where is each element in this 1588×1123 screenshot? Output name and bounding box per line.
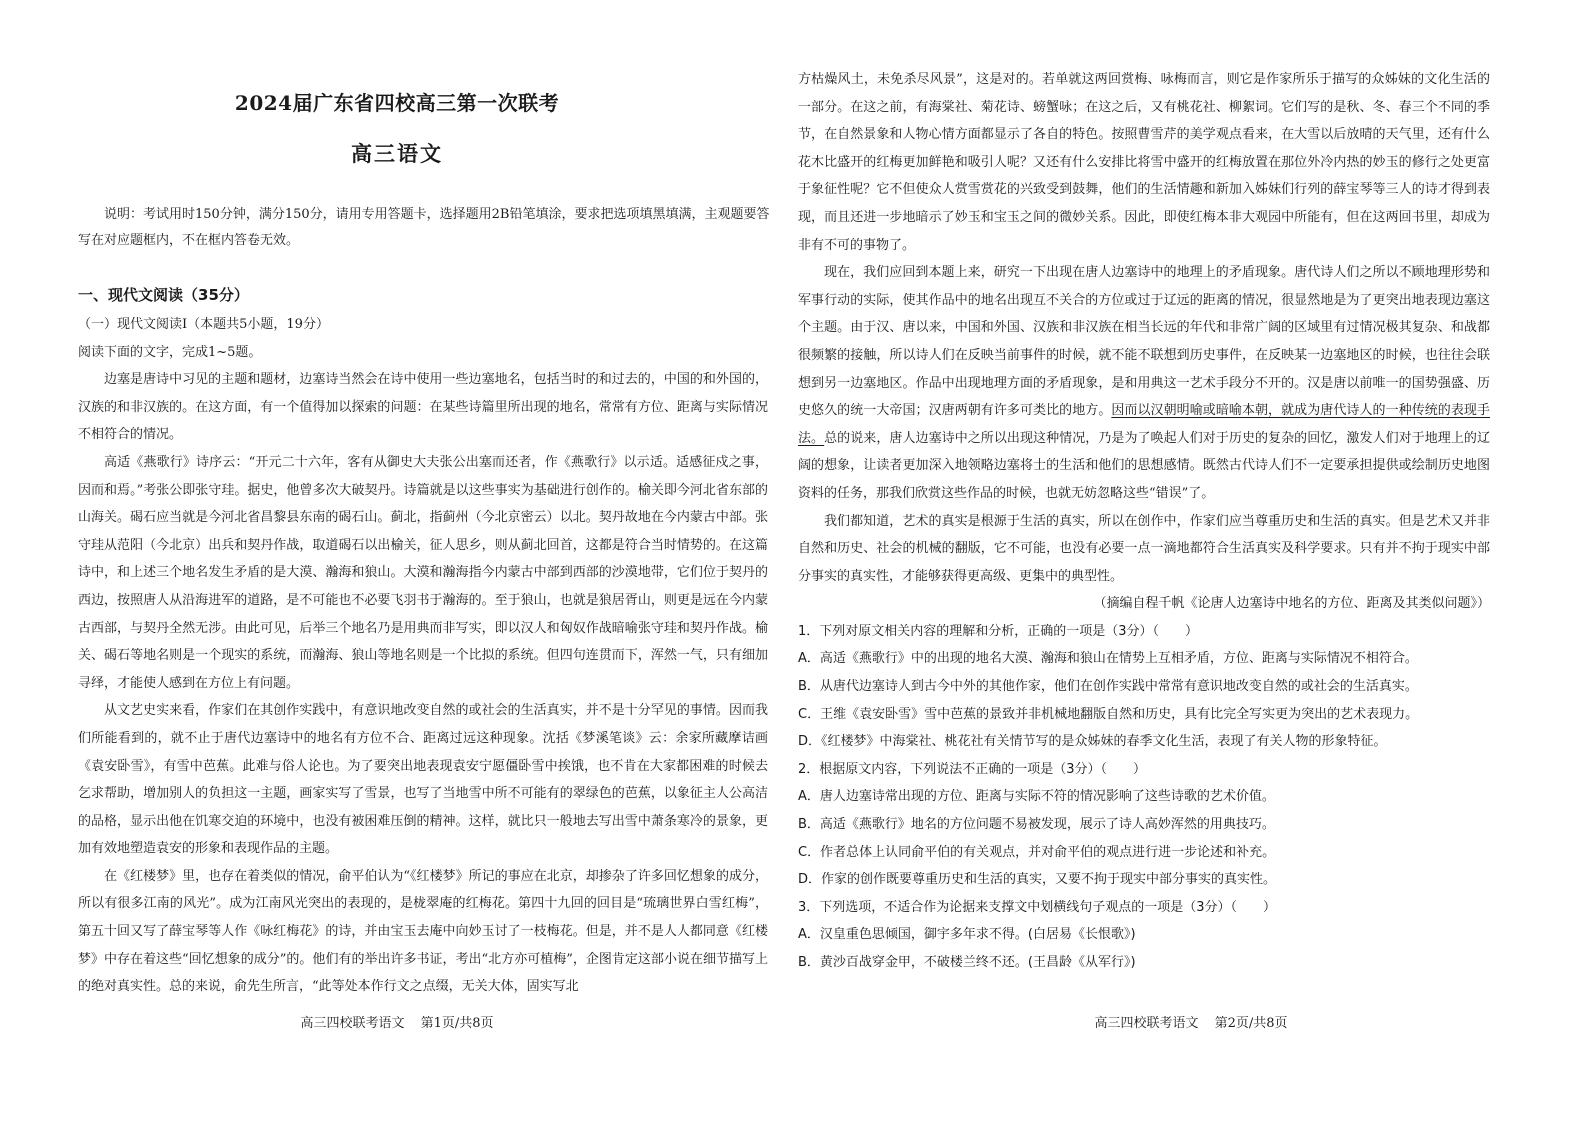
question-option: B．黄沙百战穿金甲，不破楼兰终不还。(王昌龄《从军行》) — [798, 955, 1136, 970]
exam-subtitle: 高三语文 — [351, 141, 443, 166]
question-stem: 2．根据原文内容，下列说法不正确的一项是（3分）（ ） — [798, 761, 1147, 777]
question-option: A．高适《燕歌行》中的出现的地名大漠、瀚海和狼山在情势上互相矛盾，方位、距离与实际情况不相符合。 — [798, 651, 1418, 667]
question-option: D．《红楼梦》中海棠社、桃花社有关情节写的是众姊妹的春季文化生活，表现了有关人物的形象特征。 — [798, 734, 1387, 750]
passage-paragraph: 我们都知道，艺术的真实是根源于生活的真实，所以在创作中，作家们应当尊重历史和生活的真实。但是艺术又并非自然和历史、社会的机械的翻版，它不可能，也没有必要一点一滴地都符合生活真实及科学要求。只有并不拘于现实中部分事实的真实性，才能够获得更高级、更集中的典型性。 — [798, 513, 1490, 584]
footer-school: 高三四校联考语文 — [1094, 1016, 1199, 1031]
passage-paragraph: 边塞是唐诗中习见的主题和题材，边塞诗当然会在诗中使用一些边塞地名，包括当时的和过去的，中国的和外国的，汉族的和非汉族的。在这方面，有一个值得加以探索的问题：在某些诗篇里所出现的地名，常常有方位、距离与实际情况不相符合的情况。 — [78, 372, 768, 443]
page-footer — [0, 1012, 794, 1031]
passage-paragraph — [798, 259, 1490, 507]
passage-source: （摘编自程千帆《论唐人边塞诗中地名的方位、距离及其类似问题》） — [1093, 596, 1490, 612]
question-option: C．王维《袁安卧雪》雪中芭蕉的景致并非机械地翻版自然和历史，具有比完全写实更为突出的艺术表现力。 — [798, 706, 1419, 722]
question-option: A．唐人边塞诗常出现的方位、距离与实际不符的情况影响了这些诗歌的艺术价值。 — [798, 789, 1275, 805]
passage-text: 总的说来，唐人边塞诗中之所以出现这种情况，乃是为了唤起人们对于历史的复杂的回忆，激发人们对于地理上的辽阔的想象，让读者更加深入地领略边塞将士的生活和他们的思想感情。既然古代诗人们不一定要承担提供或绘制历史地图资料的任务，那我们欣赏这些作品的时候，也就无妨忽略这些“错误”了。 — [798, 430, 1490, 501]
underlined-sentence: 因而以汉朝明喻或暗喻本朝，就成为唐代诗人的一种传统的表现手法。 — [798, 403, 1490, 446]
passage-paragraph: 在《红楼梦》里，也存在着类似的情况，俞平伯认为“《红楼梦》所记的事应在北京，却掺杂了许多回忆想象的成分，所以有很多江南的风光”。成为江南风光突出的表现的，是栊翠庵的红梅花。第四十九回的回目是“琉璃世界白雪红梅”，第五十回又写了薛宝琴等人作《咏红梅花》的诗，并由宝玉去庵中向妙玉讨了一枝梅花。但是，并不是人人都同意《红楼梦》中存在着这些“回忆想象的成分”的。他们有的举出许多书证，考出“北方亦可植梅”，企图肯定这部小说在细节描写上的绝对真实性。总的来说，俞先生所言，“此等处本作行文之点缀，无关大体，固实写北 — [78, 868, 768, 995]
page-footer — [794, 1012, 1588, 1031]
question-option: C．作者总体上认同俞平伯的有关观点，并对俞平伯的观点进行进一步论述和补充。 — [798, 844, 1276, 860]
question-stem: 1．下列对原文相关内容的理解和分析，正确的一项是（3分）（ ） — [798, 623, 1199, 639]
footer-page-number: 第2页/共8页 — [1214, 1016, 1288, 1031]
page-2 — [794, 0, 1588, 1123]
question-option: D．作家的创作既要尊重历史和生活的真实，又要不拘于现实中部分事实的真实性。 — [798, 872, 1277, 888]
question-stem: 3．下列选项，不适合作为论据来支撑文中划横线句子观点的一项是（3分）（ ） — [798, 899, 1277, 915]
subsection-heading: （一）现代文阅读Ⅰ（本题共5小题，19分） — [78, 317, 329, 332]
question-option: B．高适《燕歌行》地名的方位问题不易被发现，展示了诗人高妙浑然的用典技巧。 — [798, 817, 1275, 833]
section-heading: 一、现代文阅读（35分） — [78, 286, 249, 304]
reading-passage-left — [78, 311, 768, 1001]
passage-text: 现在，我们应回到本题上来，研究一下出现在唐人边塞诗中的地理上的矛盾现象。唐代诗人们之所以不顾地理形势和军事行动的实际，使其作品中的地名出现互不关合的方位或过于辽远的距离的情况，很显然地是为了更突出地表现边塞这个主题。由于汉、唐以来，中国和外国、汉族和非汉族在相当长远的年代和非常广阔的区域里有过情况极其复杂、和战都很频繁的接触，所以诗人们在反映当前事件的时候，就不能不联想到历史事件，在反映某一边塞地区的时候，也往往会联想到另一边塞地区。作品中出现地理方面的矛盾现象，是和用典这一艺术手段分不开的。汉是唐以前唯一的国势强盛、历史悠久的统一大帝国；汉唐两朝有许多可类比的地方。 — [798, 265, 1490, 419]
passage-paragraph: 高适《燕歌行》诗序云：“开元二十六年，客有从御史大夫张公出塞而还者，作《燕歌行》以示适。适感征戍之事，因而和焉。”考张公即张守珪。据史，他曾多次大破契丹。诗篇就是以这些事实为基础进行创作的。榆关即今河北省东部的山海关。碣石应当就是今河北省昌黎县东南的碣石山。蓟北，指蓟州（今北京密云）以北。契丹故地在今内蒙古中部。张守珪从范阳（今北京）出兵和契丹作战，取道碣石以出榆关，征人思乡，则从蓟北回首，这都是符合当时情势的。在这篇诗中，和上述三个地名发生矛盾的是大漠、瀚海和狼山。大漠和瀚海指今内蒙古中部到西部的沙漠地带，它们位于契丹的西边，按照唐人从沿海进军的道路，是不可能也不必要飞羽书于瀚海的。至于狼山，也就是狼居胥山，则更是远在今内蒙古西部，与契丹全然无涉。由此可见，后举三个地名乃是用典而非写实，即以汉人和匈奴作战暗喻张守珪和契丹作战。榆关、碣石等地名则是一个现实的系统，而瀚海、狼山等地名则是一个比拟的系统。但四句连贯而下，浑然一气，只有细加寻绎，才能使人感到在方位上有问题。 — [78, 454, 768, 691]
reading-passage-right — [798, 66, 1490, 977]
question-option: B．从唐代边塞诗人到古今中外的其他作家，他们在创作实践中常常有意识地改变自然的或社会的生活真实。 — [798, 679, 1418, 695]
exam-instructions: 说明：考试用时150分钟，满分150分，请用专用答题卡，选择题用2B铅笔填涂，要求把选项填黑填满，主观题要答写在对应题框内，不在框内答卷无效。 — [78, 207, 770, 248]
passage-paragraph: 方枯燥风土，未免杀尽风景”，这是对的。若单就这两回赏梅、咏梅而言，则它是作家所乐于描写的众姊妹的文化生活的一部分。在这之前，有海棠社、菊花诗、螃蟹咏；在这之后，又有桃花社、柳絮词。它们写的是秋、冬、春三个不同的季节，在自然景象和人物心情方面都显示了各自的特色。按照曹雪芹的美学观点看来，在大雪以后放晴的天气里，还有什么花木比盛开的红梅更加鲜艳和吸引人呢？又还有什么安排比将雪中盛开的红梅放置在那位外冷内热的妙玉的修行之处更富于象征性呢？它不但使众人赏雪赏花的兴致受到鼓舞，他们的生活情趣和新加入姊妹们行列的薛宝琴等三人的诗才得到表现，而且还进一步地暗示了妙玉和宝玉之间的微妙关系。因此，即使红梅本非大观园中所能有，但在这两回书里，却成为非有不可的事物了。 — [798, 72, 1490, 253]
passage-paragraph: 从文艺史实来看，作家们在其创作实践中，有意识地改变自然的或社会的生活真实，并不是十分罕见的事情。因而我们所能看到的，就不止于唐代边塞诗中的地名有方位不合、距离过远这种现象。沈括《梦溪笔谈》云：余家所藏摩诘画《袁安卧雪》，有雪中芭蕉。此难与俗人论也。为了要突出地表现袁安宁愿僵卧雪中挨饿，也不肯在大家都困难的时候去乞求帮助，增加别人的负担这一主题，画家实写了雪景，也写了当地雪中所不可能有的翠绿色的芭蕉，以象征主人公高洁的品格，显示出他在饥寒交迫的环境中，也没有被困难压倒的精神。这样，就比只一般地去写出雪中萧条寒冷的景象，更加有效地塑造袁安的形象和表现作品的主题。 — [78, 703, 768, 857]
footer-school: 高三四校联考语文 — [300, 1016, 405, 1031]
question-option: A．汉皇重色思倾国，御宇多年求不得。(白居易《长恨歌》) — [798, 927, 1136, 943]
exam-title: 2024届广东省四校高三第一次联考 — [234, 91, 560, 115]
footer-page-number: 第1页/共8页 — [420, 1016, 494, 1031]
reading-directions: 阅读下面的文字，完成1~5题。 — [78, 344, 262, 360]
